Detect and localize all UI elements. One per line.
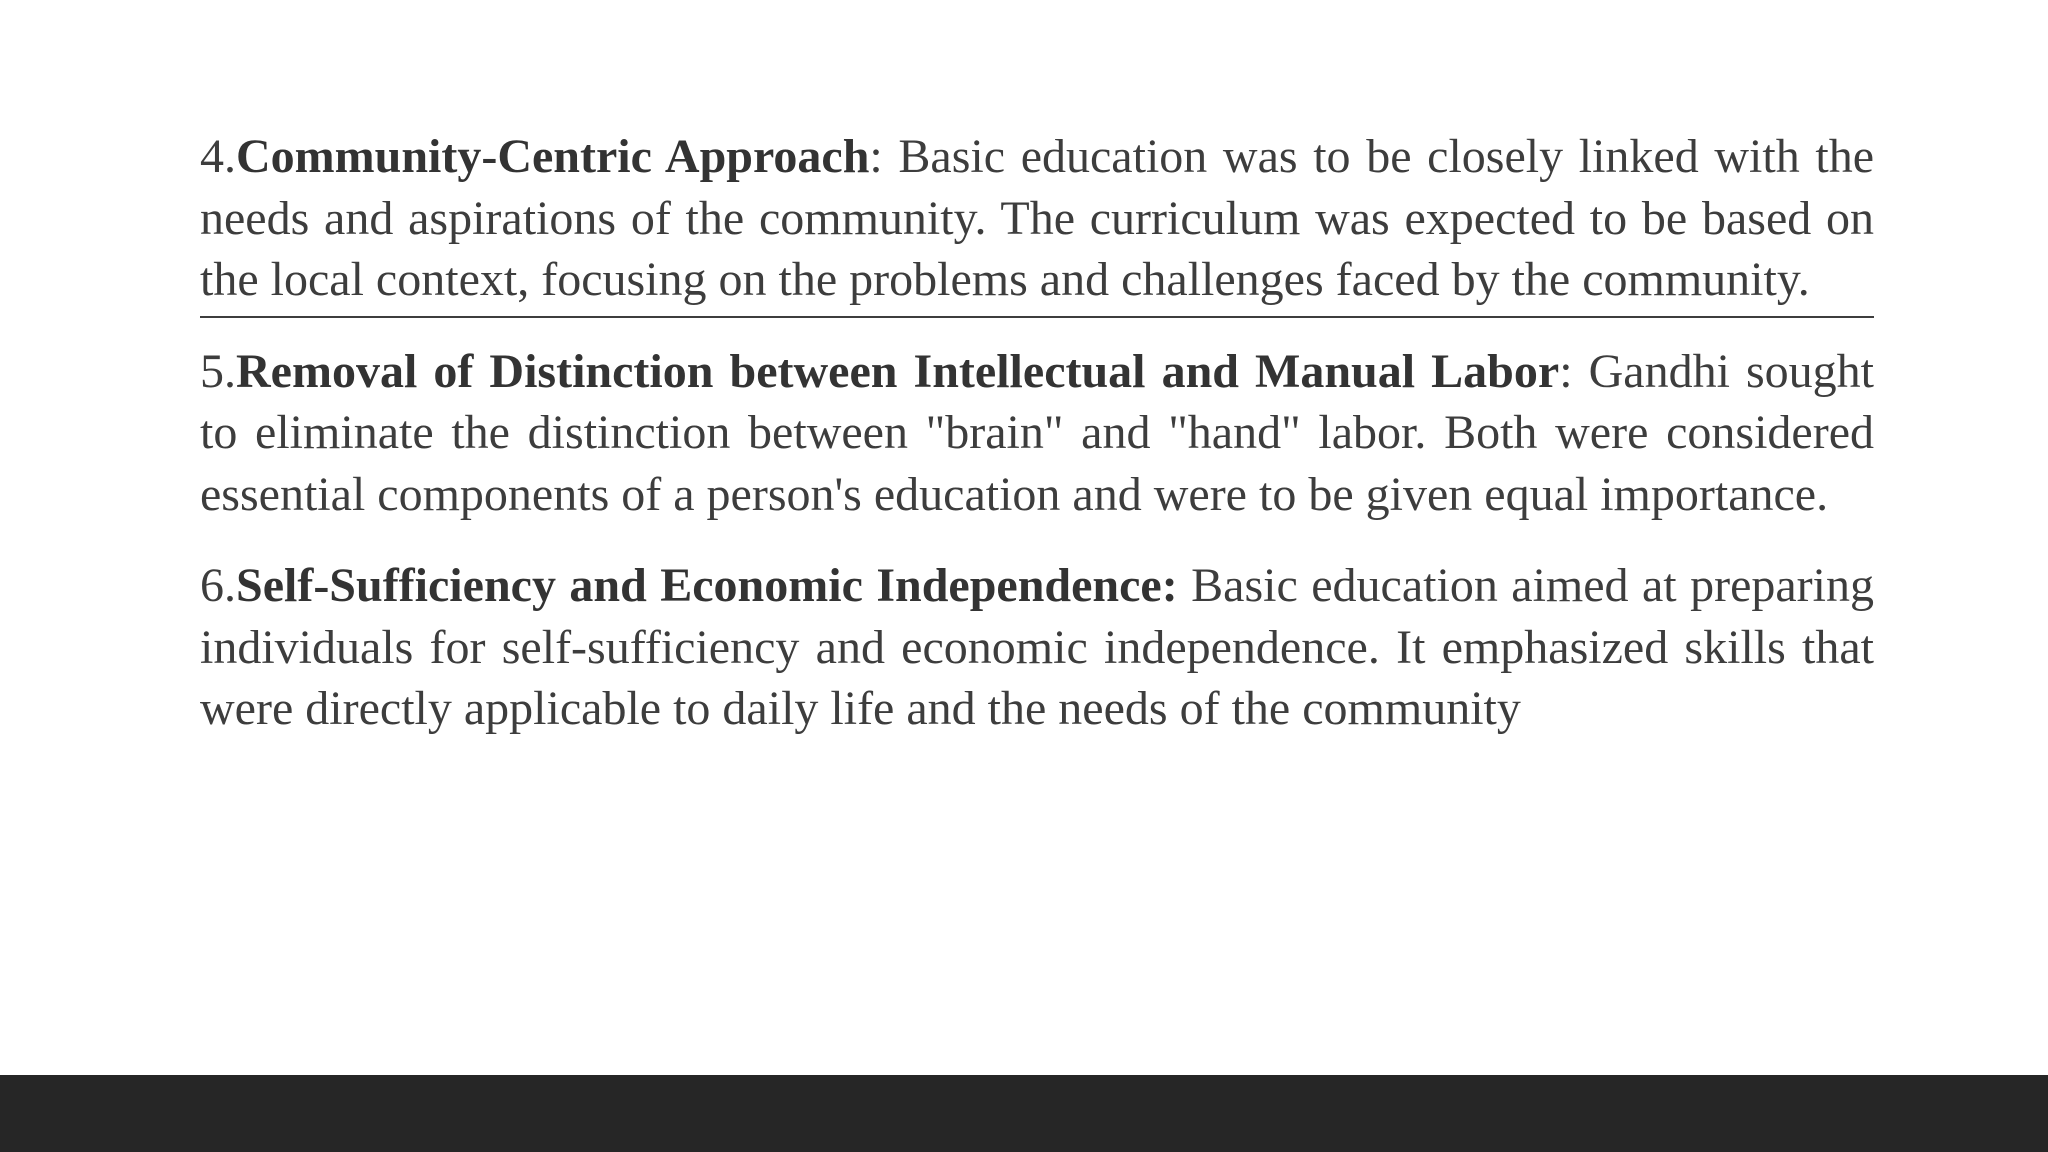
point-title: Removal of Distinction between Intellectual and Manual Labor: [236, 344, 1560, 398]
point-number: 5.: [200, 344, 236, 398]
footer-bar: [0, 1075, 2048, 1152]
point-body: Gandhi sought to eliminate the distinction between "brain" and "hand" labor. Both were considered essential components of a person's education and were to be given equal importance.: [200, 344, 1875, 521]
slide-body: [200, 126, 1874, 770]
point-community-centric: [200, 126, 1874, 311]
point-removal-of-distinction: [200, 341, 1874, 526]
point-self-sufficiency: [200, 555, 1874, 740]
point-separator: :: [1559, 344, 1573, 398]
point-title: Self-Sufficiency and Economic Independence:: [236, 559, 1178, 612]
point-separator: :: [869, 130, 883, 183]
point-number: 6.: [200, 559, 236, 612]
underline-rule: [200, 316, 1874, 318]
point-number: 4.: [200, 130, 236, 183]
point-title: Community-Centric Approach: [236, 130, 870, 183]
point-body: Basic education aimed at preparing individuals for self-sufficiency and economic independence. It emphasized skills that were directly applicable to daily life and the needs of the community: [200, 559, 1874, 735]
point-body: Basic education was to be closely linked with the needs and aspirations of the community. The curriculum was expected to be based on the local context, focusing on the problems and challenges faced by the community.: [200, 130, 1875, 306]
